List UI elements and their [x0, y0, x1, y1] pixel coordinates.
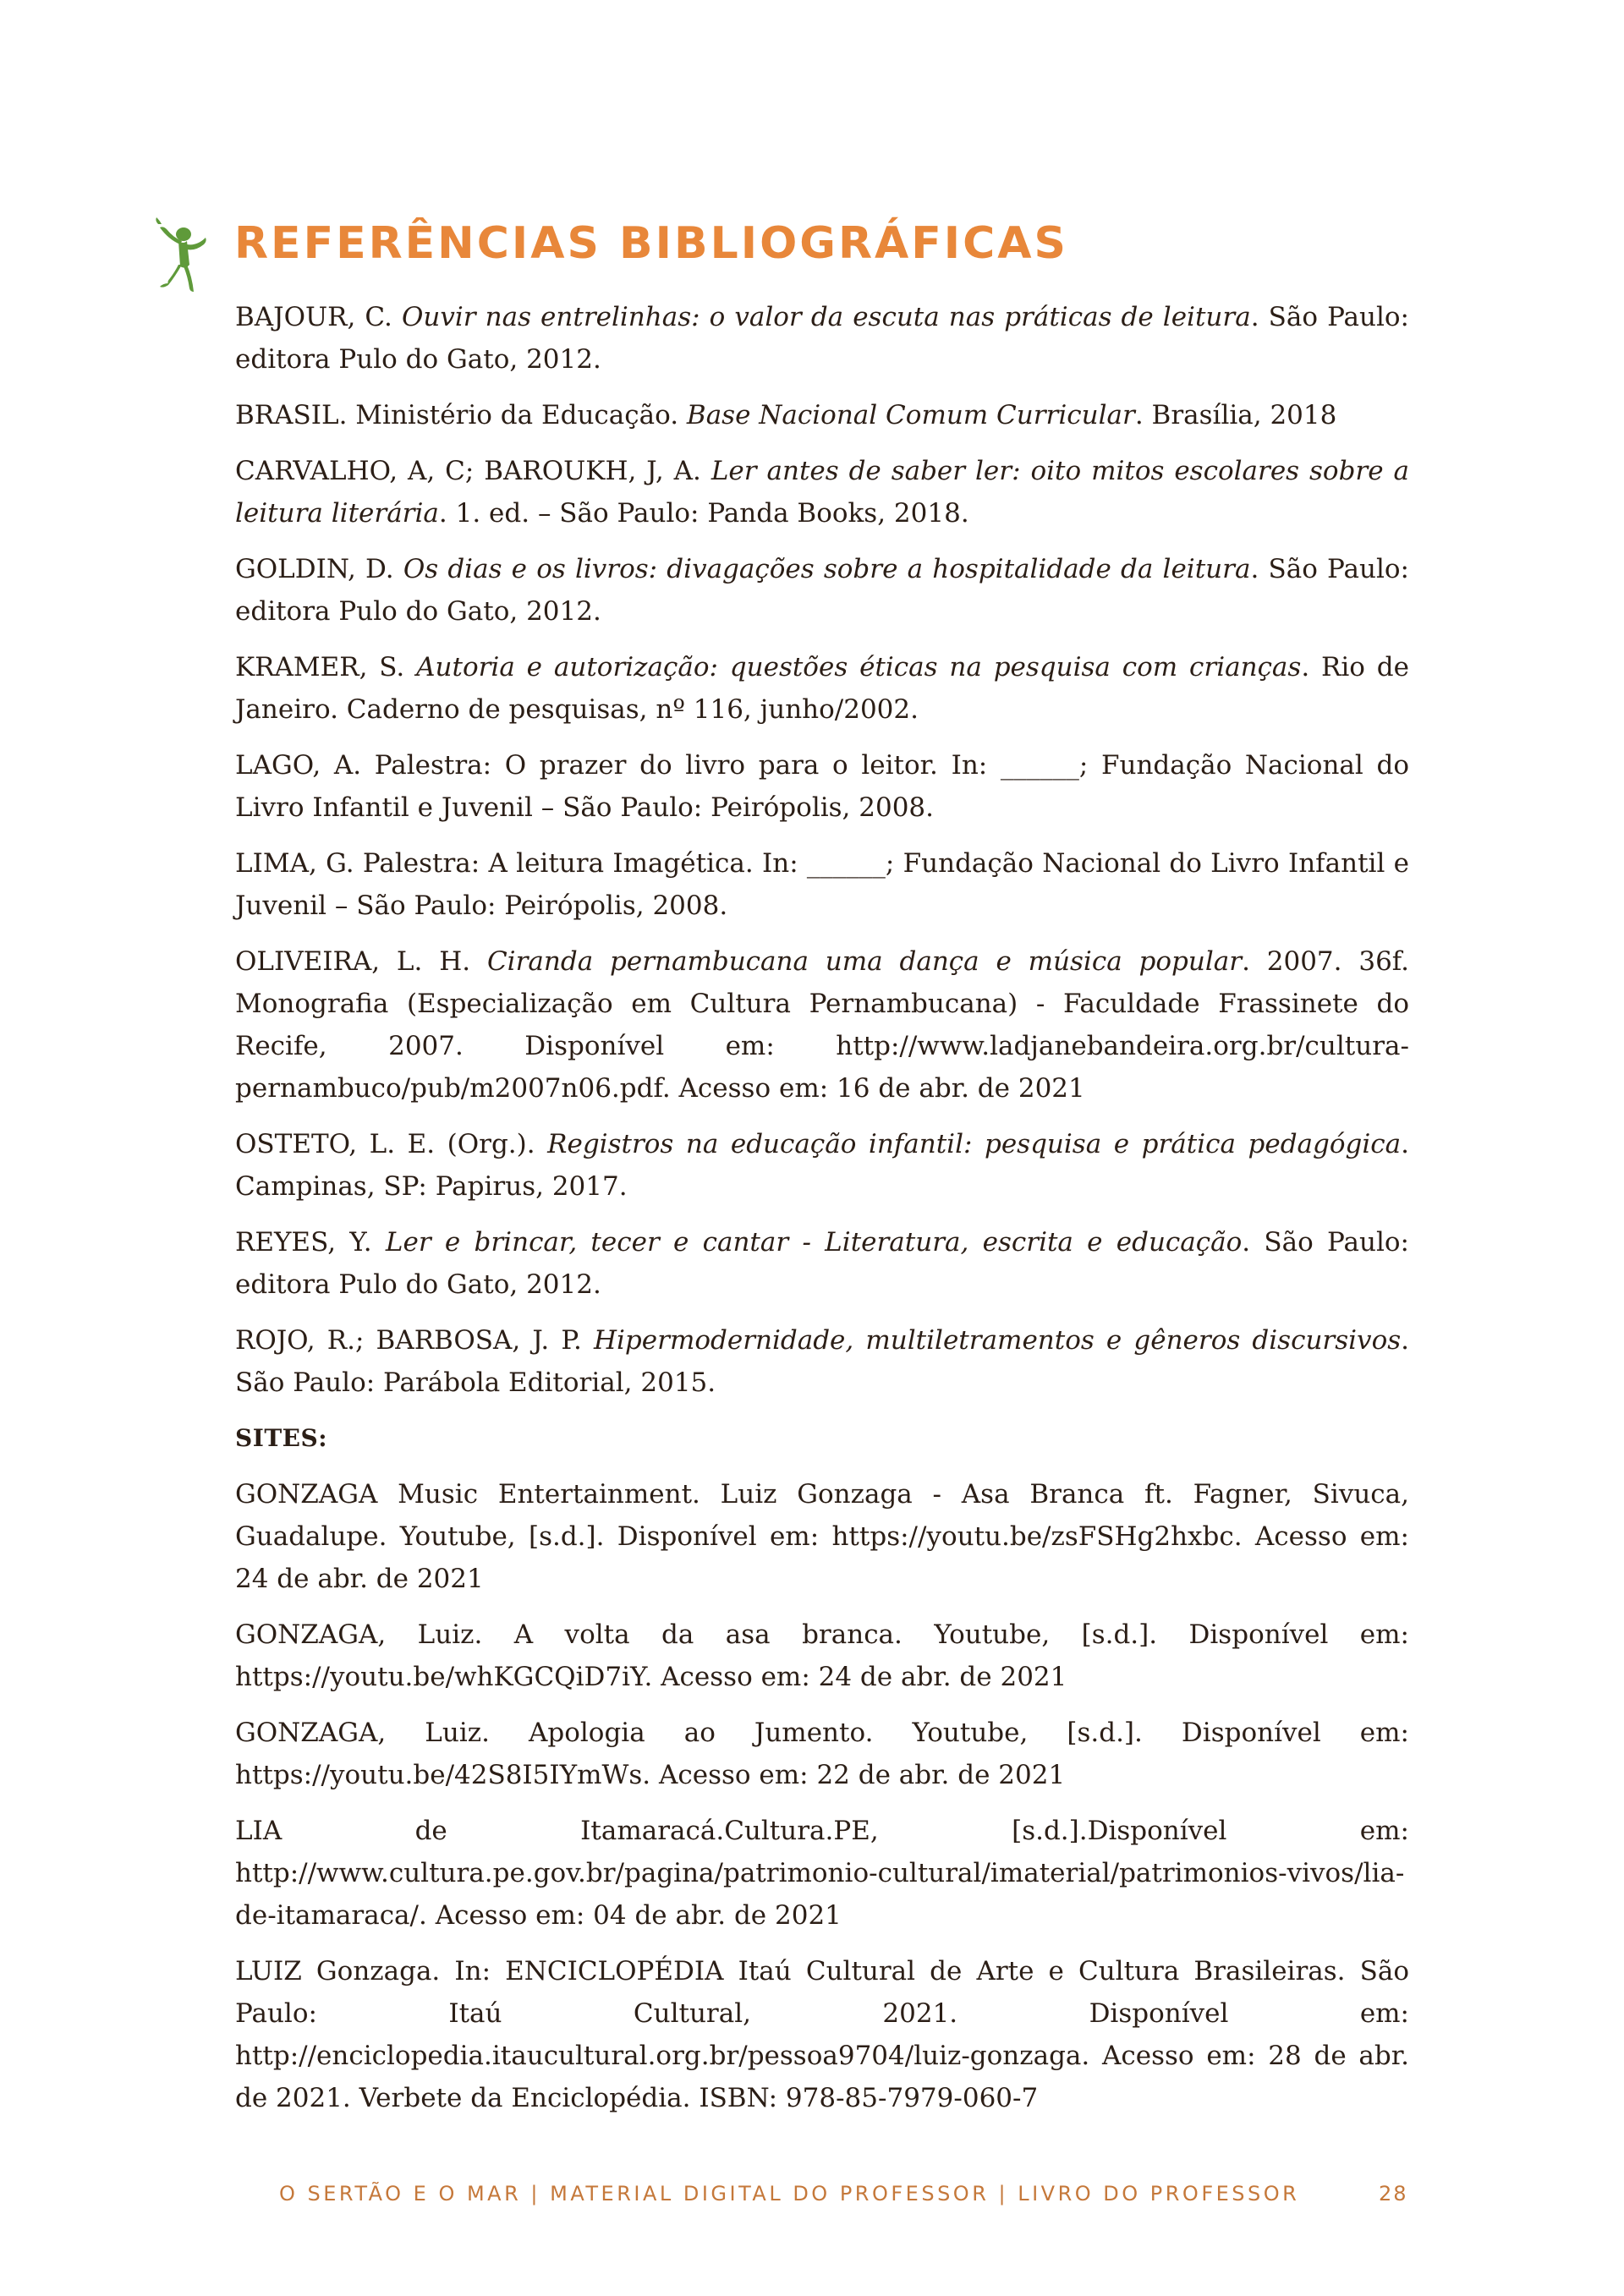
reference-entry	[235, 450, 1409, 534]
reference-author: OLIVEIRA, L. H.	[235, 946, 487, 977]
reference-title: Ler antes de saber ler: oito mitos escolares sobre a leitura literária	[235, 456, 1409, 529]
reference-author: KRAMER, S.	[235, 652, 417, 682]
sites-label: SITES:	[235, 1424, 328, 1452]
reference-entry	[235, 842, 1409, 927]
reference-title: Autoria e autorização: questões éticas na pesquisa com crianças	[416, 652, 1302, 682]
reference-entry	[235, 1221, 1409, 1306]
reference-author: GOLDIN, D.	[235, 554, 403, 584]
reference-entry	[235, 1123, 1409, 1208]
page-number: 28	[1379, 2182, 1408, 2206]
reference-details: . 1. ed. – São Paulo: Panda Books, 2018.	[438, 498, 969, 529]
reference-details: . Campinas, SP: Papirus, 2017.	[235, 1129, 1409, 1202]
reference-title: Registros na educação infantil: pesquisa e prática pedagógica	[547, 1129, 1402, 1159]
reference-author: CARVALHO, A, C; BAROUKH, J, A.	[235, 456, 711, 486]
reference-details: . Rio de Janeiro. Caderno de pesquisas, nº 116, junho/2002.	[235, 652, 1409, 725]
reference-author: OSTETO, L. E. (Org.).	[235, 1129, 548, 1159]
reference-details: . São Paulo: Parábola Editorial, 2015.	[235, 1325, 1409, 1398]
reference-title: Os dias e os livros: divagações sobre a hospitalidade da leitura	[403, 554, 1251, 584]
reference-title: Base Nacional Comum Curricular	[686, 400, 1135, 430]
reference-entry	[235, 940, 1409, 1110]
reference-author: ROJO, R.; BARBOSA, J. P.	[235, 1325, 594, 1356]
site-entry: LIA de Itamaracá.Cultura.PE, [s.d.].Disponível em: http://www.cultura.pe.gov.br/pagina/patrimonio-cultural/imaterial/patrimonios-vivos/lia-de-itamaraca/. Acesso em: 04 de abr. de 2021	[235, 1816, 1409, 1931]
reference-title: Ler e brincar, tecer e cantar - Literatura, escrita e educação	[385, 1227, 1243, 1258]
reference-details: . São Paulo: editora Pulo do Gato, 2012.	[235, 554, 1409, 627]
reference-entry	[235, 1319, 1409, 1404]
reference-author: LIMA, G. Palestra: A leitura Imagética. In: ______; Fundação Nacional do Livro Infantil e Juvenil – São Paulo: Peirópolis, 2008.	[235, 848, 1409, 921]
page-title: REFERÊNCIAS BIBLIOGRÁFICAS	[234, 218, 1068, 269]
footer-text: O SERTÃO E O MAR | MATERIAL DIGITAL DO PROFESSOR | LIVRO DO PROFESSOR	[279, 2182, 1300, 2206]
reference-details: . Brasília, 2018	[1134, 400, 1337, 430]
reference-title: Hipermodernidade, multiletramentos e gêneros discursivos	[593, 1325, 1402, 1356]
reference-author: LAGO, A. Palestra: O prazer do livro para o leitor. In: ______; Fundação Nacional do Livro Infantil e Juvenil – São Paulo: Peirópolis, 2008.	[235, 750, 1409, 823]
site-entry: GONZAGA, Luiz. Apologia ao Jumento. Youtube, [s.d.]. Disponível em: https://youtu.be/42S8I5IYmWs. Acesso em: 22 de abr. de 2021	[235, 1718, 1409, 1790]
site-entry: GONZAGA Music Entertainment. Luiz Gonzaga - Asa Branca ft. Fagner, Sivuca, Guadalupe. Youtube, [s.d.]. Disponível em: https://youtu.be/zsFSHg2hxbc. Acesso em: 24 de abr. de 2021	[235, 1479, 1409, 1594]
site-entry: LUIZ Gonzaga. In: ENCICLOPÉDIA Itaú Cultural de Arte e Cultura Brasileiras. São Paulo: Itaú Cultural, 2021. Disponível em: http://enciclopedia.itaucultural.org.br/pessoa9704/luiz-gonzaga. Acesso em: 28 de abr. de 2021. Verbete da Enciclopédia. ISBN: 978-85-7979-060-7	[235, 1956, 1409, 2113]
reference-details: . São Paulo: editora Pulo do Gato, 2012.	[235, 1227, 1409, 1300]
reference-author: BRASIL. Ministério da Educação.	[235, 400, 687, 430]
references-list	[235, 296, 1409, 2133]
reference-entry	[235, 394, 1409, 436]
reference-details: . São Paulo: editora Pulo do Gato, 2012.	[235, 302, 1410, 375]
reference-author: BAJOUR, C.	[235, 302, 402, 332]
reference-entry	[235, 744, 1409, 829]
reference-entry	[235, 646, 1409, 731]
site-entry: GONZAGA, Luiz. A volta da asa branca. Youtube, [s.d.]. Disponível em: https://youtu.be/whKGCQiD7iY. Acesso em: 24 de abr. de 2021	[235, 1619, 1409, 1692]
reference-author: REYES, Y.	[235, 1227, 386, 1258]
reference-title: Ciranda pernambucana uma dança e música popular	[486, 946, 1243, 977]
reference-entry	[235, 296, 1409, 381]
reference-entry	[235, 548, 1409, 633]
dancing-figure-icon	[150, 216, 211, 300]
reference-details: . 2007. 36f. Monografia (Especialização em Cultura Pernambucana) - Faculdade Frassinete do Recife, 2007. Disponível em: http://www.ladjanebandeira.org.br/cultura-pernambuco/pub/m2007n06.pdf. Acesso em: 16 de abr. de 2021	[235, 946, 1410, 1104]
reference-title: Ouvir nas entrelinhas: o valor da escuta nas práticas de leitura	[401, 302, 1251, 332]
